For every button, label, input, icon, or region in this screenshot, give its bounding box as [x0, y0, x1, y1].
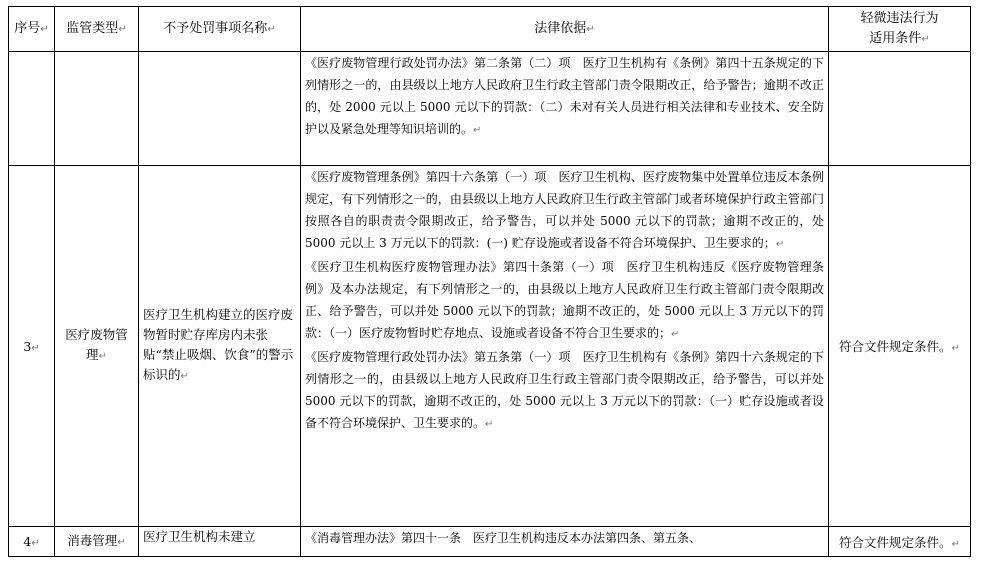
row-item	[139, 52, 301, 166]
row-type: 消毒管理↵	[55, 527, 139, 557]
row-seq	[9, 52, 55, 166]
basis-paragraph: 《消毒管理办法》第四十一条 医疗卫生机构违反本办法第四条、第五条、	[305, 531, 702, 545]
row-item: 医疗卫生机构未建立	[139, 527, 301, 557]
row-type: 医疗废物管理↵	[55, 166, 139, 527]
table-row	[9, 166, 971, 527]
table-header-row	[9, 7, 971, 52]
penalty-exemption-table	[8, 6, 971, 557]
row-condition: 符合文件规定条件。↵	[829, 527, 971, 557]
row-basis	[301, 52, 829, 166]
row-seq: 4↵	[9, 527, 55, 557]
row-basis	[301, 166, 829, 527]
header-seq: 序号↵	[9, 7, 55, 52]
row-seq: 3↵	[9, 166, 55, 527]
table-row	[9, 52, 971, 166]
header-basis: 法律依据↵	[301, 7, 829, 52]
row-condition: 符合文件规定条件。↵	[829, 166, 971, 527]
header-type: 监管类型↵	[55, 7, 139, 52]
basis-paragraph: 《医疗废物管理条例》第四十六条第（一）项 医疗卫生机构、医疗废物集中处置单位违反本条例规定，有下列情形之一的，由县级以上地方人民政府卫生行政主管部门或者环境保护行政主管部门按照各自的职责责令限期改正，给予警告，可以并处 5000 元以下的罚款；逾期不改正的，处 5000 元以上 3 万元以下的罚款：(一) 贮存设施或者设备不符合环境保护、卫生要求的；↵	[305, 170, 824, 250]
row-condition	[829, 52, 971, 166]
basis-paragraph: 《医疗废物管理行政处罚办法》第五条第（一）项 医疗卫生机构有《条例》第四十六条规定的下列情形之一的，由县级以上地方人民政府卫生行政主管部门责令限期改正，给予警告，可以并处 5000 元以下的罚款，逾期不改正的，处 5000 元以上 3 万元以下的罚款：（一）贮存设施或者设备不符合环境保护、卫生要求的。↵	[305, 350, 824, 430]
basis-paragraph: 《医疗卫生机构医疗废物管理办法》第四十条第（一）项 医疗卫生机构违反《医疗废物管理条例》及本办法规定，有下列情形之一的，由县级以上地方人民政府卫生行政主管部门责令限期改正、给予警告，可以并处 5000 元以下的罚款；逾期不改正的，处 5000 元以上 3 万元以下的罚款：（一）医疗废物暂时贮存地点、设施或者设备不符合卫生要求的；↵	[305, 260, 824, 340]
row-type	[55, 52, 139, 166]
basis-paragraph: 《医疗废物管理行政处罚办法》第二条第（二）项 医疗卫生机构有《条例》第四十五条规定的下列情形之一的，由县级以上地方人民政府卫生行政主管部门责令限期改正，给予警告；逾期不改正的，处 2000 元以上 5000 元以下的罚款：（二）未对有关人员进行相关法律和专业技术、安全防护以及紧急处理等知识培训的。↵	[305, 56, 824, 136]
header-condition: 轻微违法行为适用条件↵	[829, 7, 971, 52]
row-basis	[301, 527, 829, 557]
row-item: 医疗卫生机构建立的医疗废物暂时贮存库房内未张贴“禁止吸烟、饮食”的警示标识的↵	[139, 166, 301, 527]
table-row	[9, 527, 971, 557]
header-item: 不予处罚事项名称↵	[139, 7, 301, 52]
